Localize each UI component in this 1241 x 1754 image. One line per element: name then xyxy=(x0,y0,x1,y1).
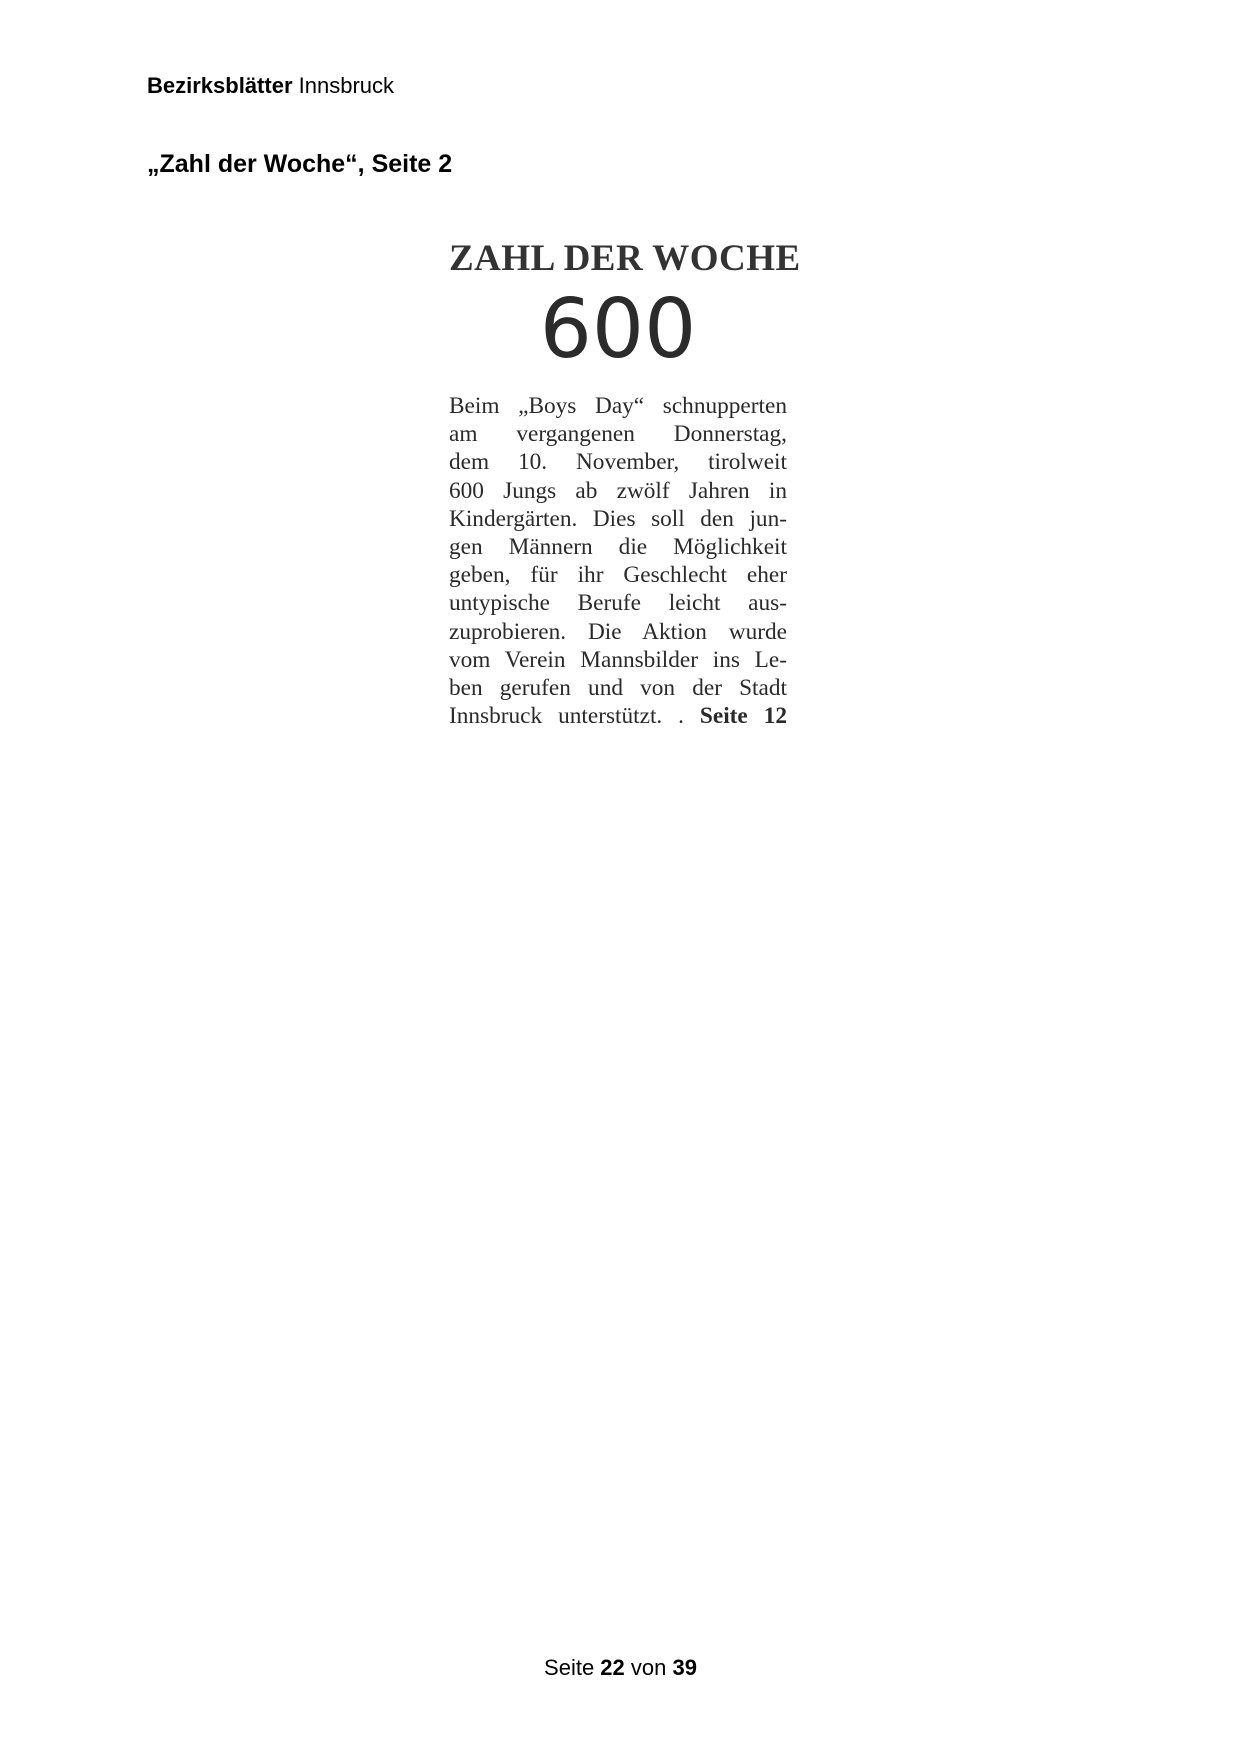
footer-total-pages: 39 xyxy=(672,1655,697,1680)
clipping-body-line: Kindergärten. Dies soll den jun- xyxy=(449,505,787,532)
page-footer xyxy=(0,1654,1241,1682)
clipping-body-line: dem 10. November, tirolweit xyxy=(449,449,787,476)
clipping-body-line: vom Verein Mannsbilder ins Le- xyxy=(449,646,787,673)
clipping-body-last-text: Innsbruck unterstützt. . xyxy=(449,703,700,730)
clipping-body-line: ben gerufen und von der Stadt xyxy=(449,674,787,701)
publication-header xyxy=(147,72,394,100)
footer-separator: von xyxy=(624,1655,673,1680)
clipping-kicker: ZAHL DER WOCHE xyxy=(449,238,801,279)
clipping-headline-number: 600 xyxy=(539,282,697,377)
clipping-page-reference: Seite 12 xyxy=(699,703,787,730)
footer-current-page: 22 xyxy=(600,1655,625,1680)
clipping-body-line: zuprobieren. Die Aktion wurde xyxy=(449,618,787,645)
publication-name: Bezirksblätter xyxy=(147,73,293,98)
newspaper-clipping xyxy=(449,236,801,730)
publication-region: Innsbruck xyxy=(292,73,395,98)
clipping-body-line: 600 Jungs ab zwölf Jahren in xyxy=(449,477,787,504)
clipping-body xyxy=(449,392,787,730)
clipping-body-line: am vergangenen Donnerstag, xyxy=(449,421,787,448)
clipping-body-line: untypische Berufe leicht aus- xyxy=(449,590,787,617)
clipping-body-line: geben, für ihr Geschlecht eher xyxy=(449,562,787,589)
clipping-body-last-line xyxy=(449,702,787,730)
article-reference-title: „Zahl der Woche“, Seite 2 xyxy=(147,150,453,178)
clipping-body-line: gen Männern die Möglichkeit xyxy=(449,533,787,560)
clipping-body-line: Beim „Boys Day“ schnupperten xyxy=(449,393,787,419)
footer-prefix: Seite xyxy=(544,1655,601,1680)
